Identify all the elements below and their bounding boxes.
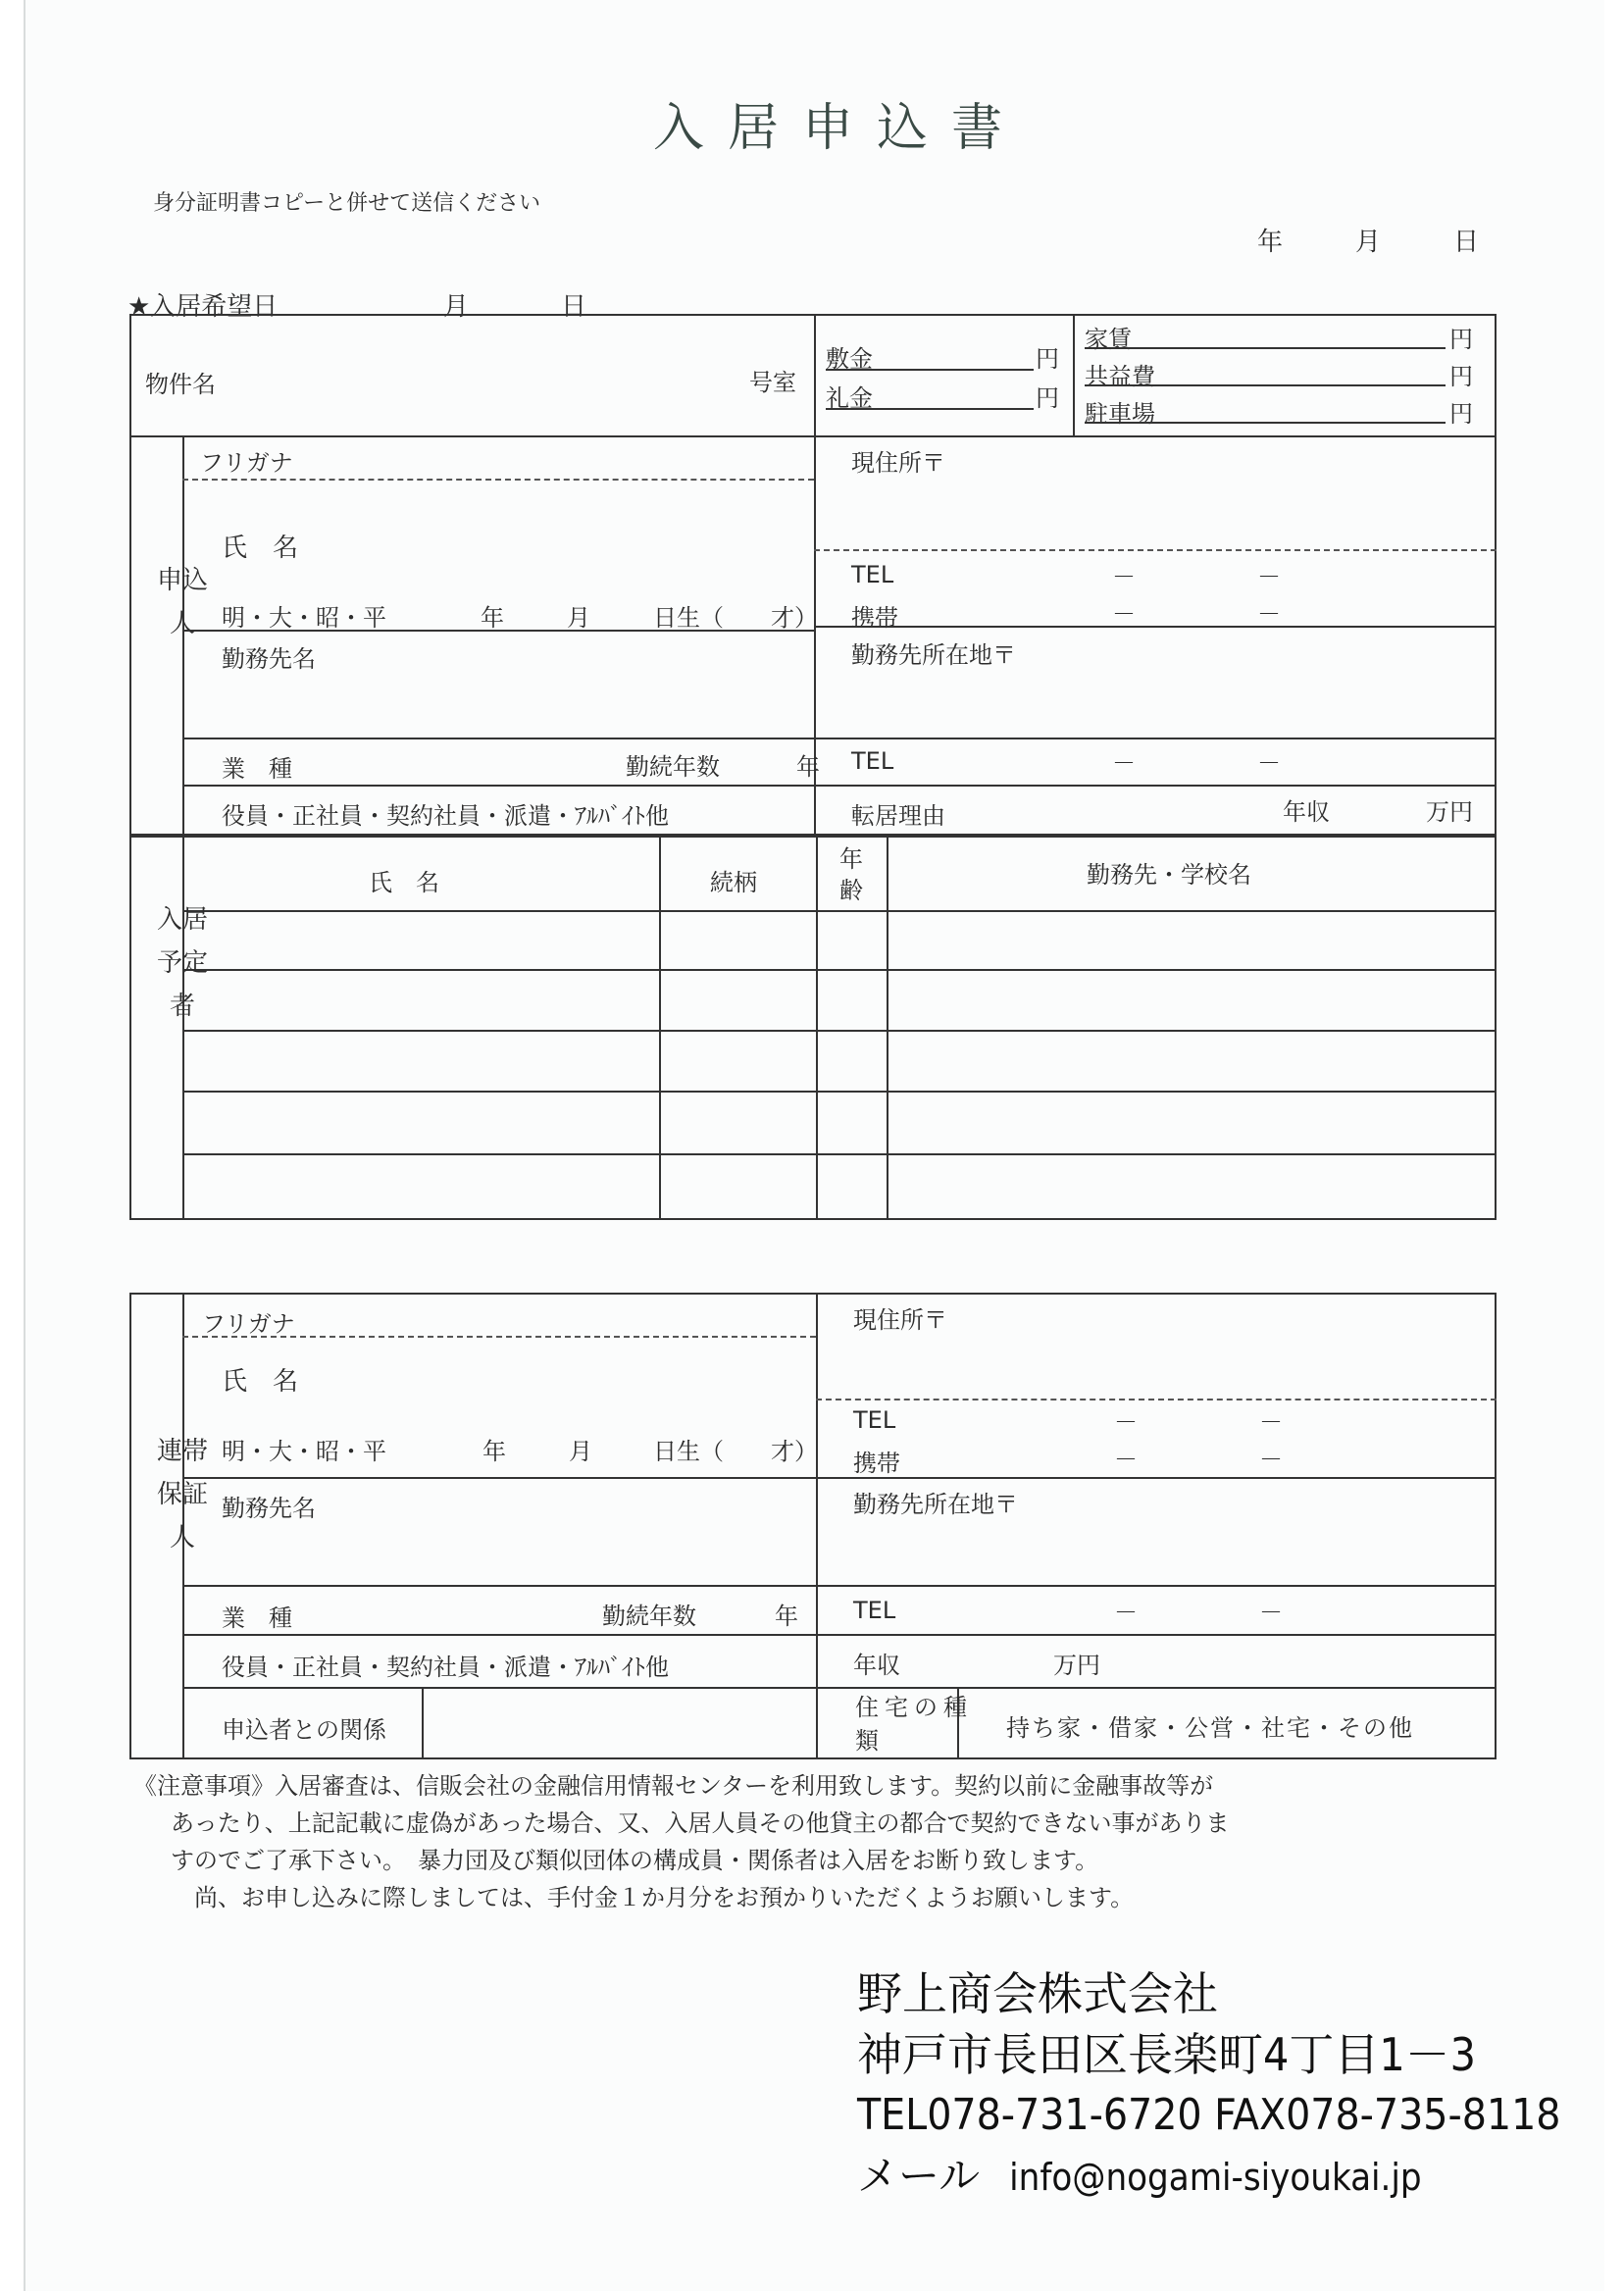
rent-label: 家賃 bbox=[1085, 326, 1132, 353]
applicant-tel-dash-1: － bbox=[1112, 563, 1136, 590]
applicant-employer-label: 勤務先名 bbox=[222, 645, 316, 673]
applicant-furigana-label: フリガナ bbox=[200, 449, 293, 477]
applicant-tel-dash-2: － bbox=[1257, 563, 1281, 590]
guarantor-era-options: 明・大・昭・平 bbox=[222, 1438, 386, 1465]
resident-row-1-name[interactable] bbox=[192, 916, 653, 965]
company-mail bbox=[857, 2146, 1560, 2208]
guarantor-work-tel-label: TEL bbox=[853, 1597, 896, 1624]
applicant-income-unit: 万円 bbox=[1426, 798, 1473, 826]
guarantor-relation-label: 申込者との関係 bbox=[222, 1716, 386, 1744]
move-in-month: 月 bbox=[443, 292, 470, 322]
residents-col-workplace: 勤務先・学校名 bbox=[1087, 861, 1251, 889]
company-name: 野上商会株式会社 bbox=[857, 1967, 1218, 2020]
applicant-birth-day-age: 日生（ 才） bbox=[653, 604, 818, 632]
parking-yen: 円 bbox=[1449, 400, 1473, 428]
guarantor-mobile-label: 携帯 bbox=[853, 1450, 900, 1477]
room-number-label: 号室 bbox=[749, 369, 796, 396]
move-reason-label: 転居理由 bbox=[851, 802, 945, 830]
company-email: info@nogami-siyoukai.jp bbox=[1009, 2156, 1422, 2199]
form-title: 入居申込書 bbox=[653, 99, 1027, 158]
company-info bbox=[857, 1963, 1560, 2208]
applicant-industry-label: 業 種 bbox=[222, 755, 292, 783]
residents-col-relation: 続柄 bbox=[710, 869, 757, 896]
applicant-address-label: 現住所〒 bbox=[851, 449, 945, 477]
resident-row-5-name[interactable] bbox=[192, 1161, 653, 1214]
guarantor-birth-month: 月 bbox=[569, 1438, 592, 1465]
guarantor-work-tel-dash-2: － bbox=[1259, 1599, 1283, 1626]
guarantor-years-service-label: 勤続年数 bbox=[602, 1603, 696, 1630]
common-fee-label: 共益費 bbox=[1085, 363, 1155, 390]
notice-line-3: すのでご了承下さい。 暴力団及び類似団体の構成員・関係者は入居をお断り致します。 bbox=[171, 1847, 1099, 1874]
application-form-page bbox=[24, 0, 1604, 2291]
residents-col-age: 年齢 bbox=[839, 845, 863, 904]
resident-row-3-name[interactable] bbox=[192, 1038, 653, 1087]
company-tel-fax: TEL078-731-6720 FAX078-735-8118 bbox=[857, 2090, 1561, 2140]
guarantor-birth-year: 年 bbox=[482, 1438, 506, 1465]
applicant-employer-address-label: 勤務先所在地〒 bbox=[851, 641, 1016, 669]
guarantor-employer-label: 勤務先名 bbox=[222, 1495, 316, 1522]
key-money-yen: 円 bbox=[1036, 384, 1059, 412]
guarantor-name-label: 氏 名 bbox=[222, 1367, 299, 1397]
notice-line-2: あったり、上記記載に虚偽があった場合、又、入居人員その他貸主の都合で契約できない事がありま bbox=[171, 1809, 1230, 1837]
applicant-era-options: 明・大・昭・平 bbox=[222, 604, 386, 632]
housing-type-label: 住宅の種類 bbox=[855, 1694, 973, 1755]
guarantor-section-label: 連帯保証人 bbox=[156, 1437, 208, 1553]
mail-label: メール bbox=[857, 2152, 981, 2200]
common-fee-yen: 円 bbox=[1449, 363, 1473, 390]
applicant-mobile-dash-1: － bbox=[1112, 600, 1136, 628]
deposit-yen: 円 bbox=[1036, 345, 1059, 373]
guarantor-furigana-label: フリガナ bbox=[202, 1310, 295, 1338]
guarantor-table bbox=[129, 1293, 1497, 1759]
residents-col-name: 氏 名 bbox=[369, 869, 439, 896]
applicant-work-tel-label: TEL bbox=[851, 747, 894, 775]
applicant-work-tel-dash-1: － bbox=[1112, 749, 1136, 777]
applicant-name-label: 氏 名 bbox=[222, 534, 299, 563]
company-address: 神戸市長田区長楽町4丁目1－3 bbox=[857, 2028, 1476, 2081]
guarantor-work-tel-dash-1: － bbox=[1114, 1599, 1138, 1626]
guarantor-tel-label: TEL bbox=[853, 1406, 896, 1434]
guarantor-income-label: 年収 bbox=[853, 1652, 900, 1679]
key-money-label: 礼金 bbox=[826, 384, 873, 412]
applicant-income-label: 年収 bbox=[1283, 798, 1330, 826]
applicant-birth-month: 月 bbox=[567, 604, 590, 632]
guarantor-mobile-dash-1: － bbox=[1114, 1446, 1138, 1473]
resident-row-2-name[interactable] bbox=[192, 977, 653, 1026]
applicant-employment-types: 役員・正社員・契約社員・派遣・ｱﾙﾊﾞｲﾄ他 bbox=[222, 802, 669, 830]
applicant-years-service-label: 勤続年数 bbox=[626, 753, 720, 781]
guarantor-tel-dash-2: － bbox=[1259, 1408, 1283, 1436]
resident-row-4-name[interactable] bbox=[192, 1098, 653, 1147]
applicant-years-unit: 年 bbox=[796, 753, 820, 781]
applicant-work-tel-dash-2: － bbox=[1257, 749, 1281, 777]
move-in-day: 日 bbox=[561, 292, 587, 322]
rent-yen: 円 bbox=[1449, 326, 1473, 353]
guarantor-employment-types: 役員・正社員・契約社員・派遣・ｱﾙﾊﾞｲﾄ他 bbox=[222, 1654, 669, 1681]
guarantor-employer-address-label: 勤務先所在地〒 bbox=[853, 1491, 1018, 1518]
date-year: 年 bbox=[1257, 228, 1284, 257]
guarantor-tel-dash-1: － bbox=[1114, 1408, 1138, 1436]
notice-text bbox=[133, 1767, 1467, 1916]
applicant-mobile-dash-2: － bbox=[1257, 600, 1281, 628]
guarantor-birth-day-age: 日生（ 才） bbox=[653, 1438, 818, 1465]
notice-line-4: 尚、お申し込みに際しましては、手付金１か月分をお預かりいただくようお願いします。 bbox=[194, 1884, 1135, 1911]
id-copy-note: 身分証明書コピーと併せて送信ください bbox=[153, 191, 541, 216]
property-name-label: 物件名 bbox=[145, 371, 216, 398]
guarantor-mobile-dash-2: － bbox=[1259, 1446, 1283, 1473]
residents-section-label: 入居予定者 bbox=[156, 905, 208, 1021]
date-month: 月 bbox=[1355, 228, 1382, 257]
move-in-date-label: ★入居希望日 bbox=[127, 292, 279, 322]
guarantor-industry-label: 業 種 bbox=[222, 1604, 292, 1632]
notice-line-1: 《注意事項》入居審査は、信販会社の金融信用情報センターを利用致します。契約以前に金融事故等が bbox=[133, 1772, 1214, 1800]
date-day: 日 bbox=[1453, 228, 1480, 257]
guarantor-years-unit: 年 bbox=[775, 1603, 798, 1630]
housing-type-options: 持ち家・借家・公営・社宅・その他 bbox=[1006, 1714, 1414, 1742]
deposit-label: 敷金 bbox=[826, 345, 873, 373]
guarantor-income-unit: 万円 bbox=[1053, 1652, 1100, 1679]
applicant-mobile-label: 携帯 bbox=[851, 604, 898, 632]
guarantor-address-label: 現住所〒 bbox=[853, 1306, 947, 1334]
applicant-tel-label: TEL bbox=[851, 561, 894, 588]
parking-label: 駐車場 bbox=[1085, 400, 1155, 428]
applicant-birth-year: 年 bbox=[481, 604, 504, 632]
applicant-section-label: 申込人 bbox=[156, 566, 208, 638]
